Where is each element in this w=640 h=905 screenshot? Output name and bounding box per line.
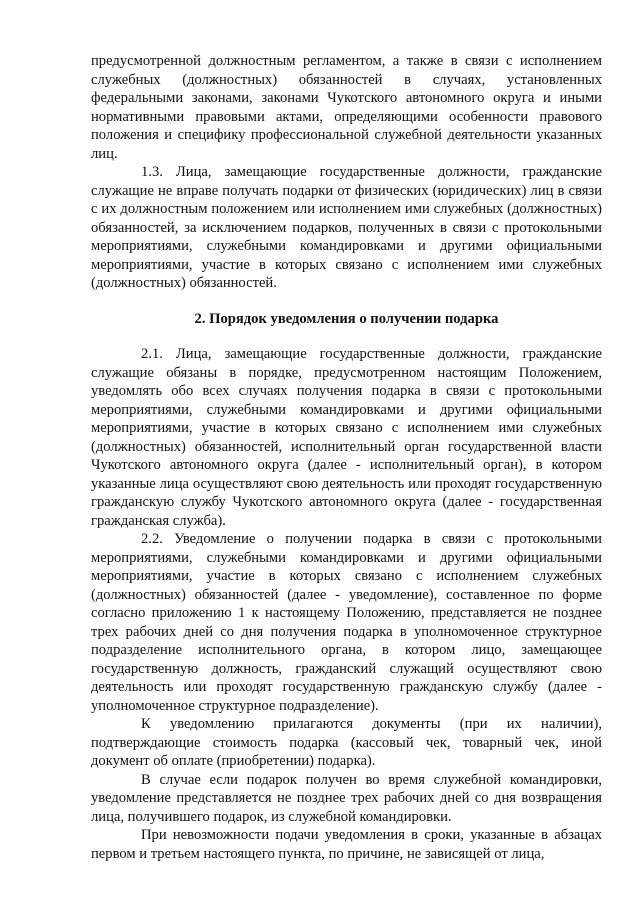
paragraph-continuation: предусмотренной должностным регламентом, а также в связи с исполнением служебных (должностных) обязанностей в случаях, установленных федеральными законами, законами Чукотского автономного округа и иными нормативными правовыми актами, определяющими особенности правового положения и специфику профессиональной служебной деятельности указанных лиц. (91, 53, 602, 162)
paragraph-impossibility: При невозможности подачи уведомления в сроки, указанные в абзацах первом и третьем настоящего пункта, по причине, не зависящей от лица, (91, 827, 602, 862)
paragraph-2-1: 2.1. Лица, замещающие государственные должности, гражданские служащие обязаны в порядке, предусмотренном настоящим Положением, уведомлять обо всех случаях получения подарка в связи с протокольными мероприятиями, служебными командировками и другими официальными мероприятиями, участие в которых связано с исполнением ими служебных (должностных) обязанностей, исполнительный орган государственной власти Чукотского автономного округа (далее - исполнительный орган), в котором указанные лица осуществляют свою деятельность или проходят государственную гражданскую службу Чукотского автономного округа (далее - государственная гражданская служба). (91, 346, 602, 529)
paragraph-business-trip: В случае если подарок получен во время служебной командировки, уведомление представляется не позднее трех рабочих дней со дня возвращения лица, получившего подарок, из служебной командировки. (91, 771, 602, 825)
paragraph-2-2: 2.2. Уведомление о получении подарка в связи с протокольными мероприятиями, служебными командировками и другими официальными мероприятиями, участие в которых связано с исполнением служебных (должностных) обязанностей (далее - уведомление), составленное по форме согласно приложению 1 к настоящему Положению, представляется не позднее трех рабочих дней со дня получения подарка в уполномоченное структурное подразделение исполнительного органа, в котором лицо, замещающее государственную должность, гражданский служащий осуществляют свою деятельность или проходят государственную гражданскую службу (далее - уполномоченное структурное подразделение). (91, 531, 602, 714)
paragraph-1-3: 1.3. Лица, замещающие государственные должности, гражданские служащие не вправе получать подарки от физических (юридических) лиц в связи с их должностным положением или исполнением ими служебных (должностных) обязанностей, за исключением подарков, полученных в связи с протокольными мероприятиями, служебными командировками и другими официальными мероприятиями, участие в которых связано с исполнением ими служебных (должностных) обязанностей. (91, 164, 602, 291)
section-heading: 2. Порядок уведомления о получении подарка (194, 310, 499, 327)
paragraph-attachments: К уведомлению прилагаются документы (при их наличии), подтверждающие стоимость подарка (кассовый чек, товарный чек, иной документ об оплате (приобретении) подарка). (91, 716, 602, 769)
